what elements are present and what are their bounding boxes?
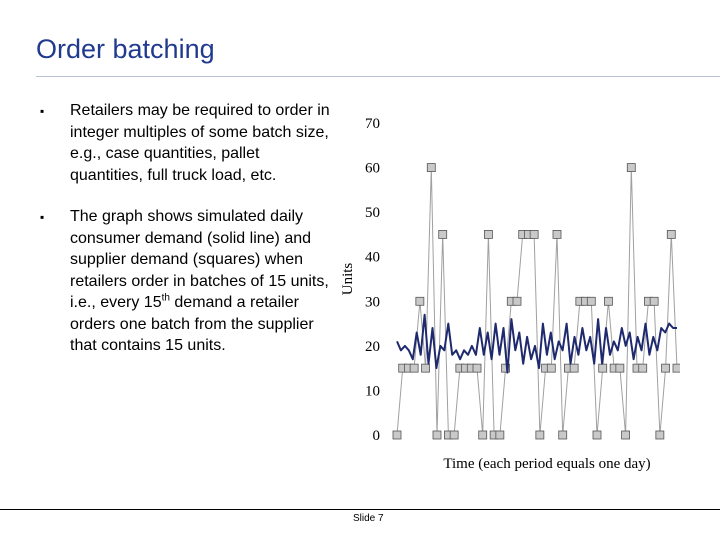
supplier-demand-point (650, 297, 658, 305)
y-tick-label: 60 (365, 160, 380, 177)
supplier-demand-point (496, 431, 504, 439)
supplier-demand-point (593, 431, 601, 439)
supplier-demand-point (479, 431, 487, 439)
slide-title: Order batching (36, 34, 215, 64)
bullet-text-after: demand a retailer orders one batch from the supplier that contains 15 units. (70, 294, 314, 354)
supplier-demand-point (416, 297, 424, 305)
supplier-demand-point (473, 364, 481, 372)
supplier-demand-point (662, 364, 670, 372)
y-axis-label: Units (340, 262, 356, 296)
supplier-demand-point (422, 364, 430, 372)
bullet-item-graph-description (40, 206, 330, 357)
y-tick-label: 0 (372, 428, 380, 444)
supplier-demand-point (513, 297, 521, 305)
supplier-demand-point (450, 431, 458, 439)
supplier-demand-point (547, 364, 555, 372)
supplier-demand-point (530, 230, 538, 238)
y-tick-label: 40 (365, 249, 380, 266)
supplier-demand-point (656, 431, 664, 439)
supplier-demand-point (570, 364, 578, 372)
y-tick-label: 70 (365, 116, 380, 132)
supplier-demand-point (627, 164, 635, 172)
supplier-demand-point (604, 297, 612, 305)
slide-number: Slide 7 (353, 513, 384, 524)
y-tick-label: 50 (365, 205, 380, 222)
supplier-demand-point (673, 364, 680, 372)
supplier-demand-point (410, 364, 418, 372)
order-batching-chart (330, 108, 680, 483)
title-divider (36, 76, 720, 77)
y-tick-label: 20 (365, 338, 380, 355)
supplier-demand-point (433, 431, 441, 439)
supplier-demand-point (587, 297, 595, 305)
supplier-demand-point (667, 230, 675, 238)
y-tick-label: 30 (365, 294, 380, 311)
square-bullet-icon: ▪ (40, 210, 45, 224)
supplier-demand-series (393, 164, 680, 439)
supplier-demand-point (427, 164, 435, 172)
supplier-demand-point (484, 230, 492, 238)
x-axis-label: Time (each period equals one day) (443, 456, 651, 472)
supplier-demand-point (559, 431, 567, 439)
bullet-text-before: The graph shows simulated daily consumer demand (solid line) and supplier demand (squares) when retailers order in batches of 15 units, i.e., every 15 (70, 208, 329, 311)
bullet-superscript: th (161, 292, 170, 304)
supplier-demand-point (639, 364, 647, 372)
bullet-list (40, 100, 330, 377)
footer-divider (0, 509, 720, 510)
supplier-demand-point (616, 364, 624, 372)
supplier-demand-point (553, 230, 561, 238)
supplier-demand-point (393, 431, 401, 439)
bullet-item-batch-size (40, 100, 330, 186)
y-tick-label: 10 (365, 383, 380, 400)
y-axis (365, 116, 380, 444)
supplier-demand-point (622, 431, 630, 439)
supplier-demand-point (439, 230, 447, 238)
supplier-demand-line (397, 168, 677, 435)
bullet-text: Retailers may be required to order in integer multiples of some batch size, e.g., case quantities, pallet quantities, full truck load, etc. (70, 102, 330, 184)
supplier-demand-point (536, 431, 544, 439)
supplier-demand-point (599, 364, 607, 372)
square-bullet-icon: ▪ (40, 104, 45, 118)
